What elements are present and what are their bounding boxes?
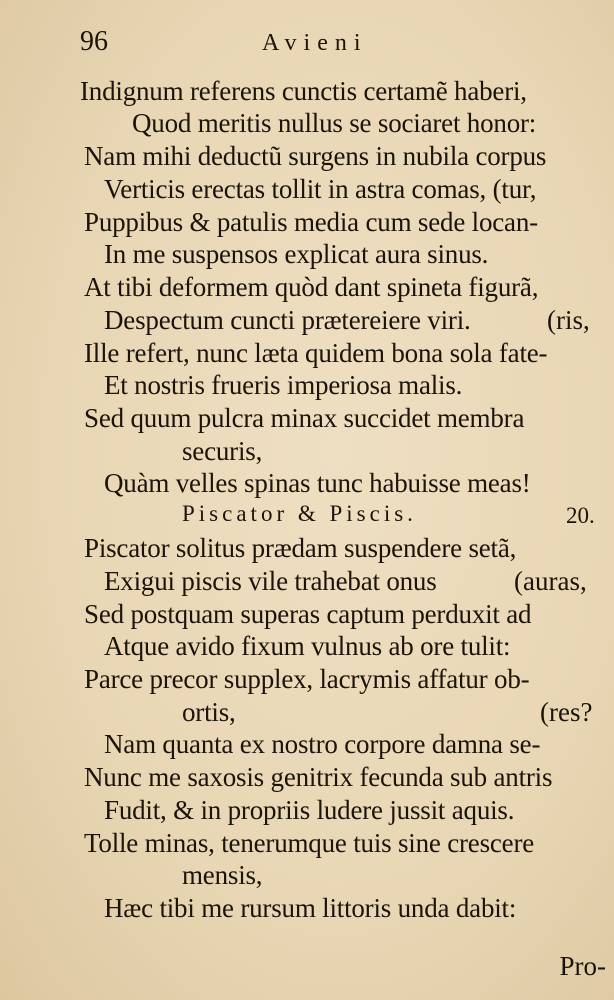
fable-number: 20. xyxy=(566,503,595,528)
verse-line: Quod meritis nullus se sociaret honor: xyxy=(132,108,537,138)
verse-line: Sed quum pulcra minax succidet membra xyxy=(84,403,525,433)
turnover-text: (ris, xyxy=(547,305,590,335)
fable-title: Piscator & Piscis. xyxy=(182,501,417,526)
verse-line: At tibi deformem quòd dant spineta figurã, xyxy=(84,272,539,302)
verse-line: Indignum referens cunctis certamẽ haberi, xyxy=(80,76,527,106)
verse-line: Atque avido fixum vulnus ab ore tulit: xyxy=(104,631,511,661)
verse-line: In me suspensos explicat aura sinus. xyxy=(104,239,489,269)
verse-line: Nam quanta ex nostro corpore damna se- xyxy=(104,729,541,759)
catchword: Pro- xyxy=(559,951,606,981)
verse-line: Despectum cuncti prætereiere viri. xyxy=(104,305,471,335)
turnover-text: (auras, xyxy=(514,566,587,596)
verse-line: ortis, xyxy=(182,697,236,727)
verse-line: Sed postquam superas captum perduxit ad xyxy=(84,599,532,629)
verse-line: Ille refert, nunc læta quidem bona sola fate- xyxy=(84,338,548,368)
verse-line: Exigui piscis vile trahebat onus xyxy=(104,566,437,596)
running-title: Avieni xyxy=(262,30,368,56)
verse-line: Hæc tibi me rursum littoris unda dabit: xyxy=(104,893,517,923)
verse-line: securis, xyxy=(182,436,263,466)
verse-line: Verticis erectas tollit in astra comas, (tur, xyxy=(104,174,537,204)
verse-line: Nam mihi deductũ surgens in nubila corpus xyxy=(84,141,547,171)
verse-line: Piscator solitus prædam suspendere setã, xyxy=(84,533,517,563)
verse-line: Parce precor supplex, lacrymis affatur ob- xyxy=(84,664,530,694)
verse-line: Tolle minas, tenerumque tuis sine crescere xyxy=(84,828,535,858)
verse-line: Nunc me saxosis genitrix fecunda sub antris xyxy=(84,762,553,792)
verse-line: Puppibus & patulis media cum sede locan- xyxy=(84,207,538,237)
page-number: 96 xyxy=(80,26,108,57)
verse-line: Quàm velles spinas tunc habuisse meas! xyxy=(104,468,531,498)
verse-line: Et nostris frueris imperiosa malis. xyxy=(104,370,463,400)
turnover-text: (res? xyxy=(540,697,593,727)
verse-line: mensis, xyxy=(182,860,263,890)
verse-line: Fudit, & in propriis ludere jussit aquis. xyxy=(104,795,515,825)
